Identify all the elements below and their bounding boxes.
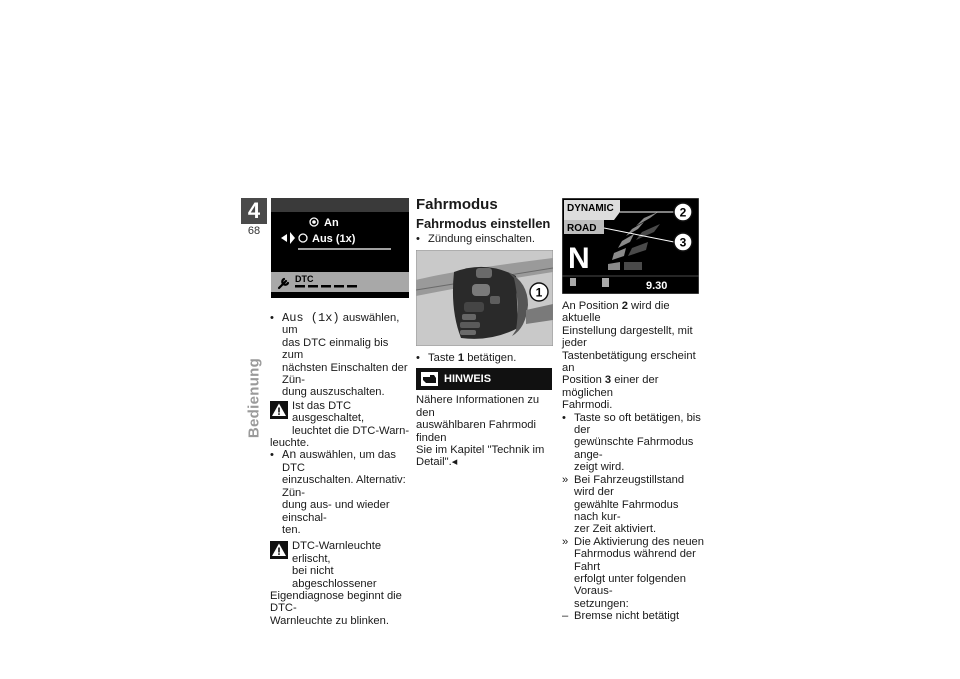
text-line: gewünschte Fahrmodus ange- [574,436,694,461]
column-3-text [562,300,704,623]
bullet-icon: • [270,449,274,462]
text-line: DTC-Warnleuchte erlischt, [292,540,382,565]
callout-1-label: 1 [535,285,543,300]
section-subtitle: Fahrmodus einstellen [416,216,551,231]
fuel-icon [602,278,609,287]
reference-number: 2 [621,300,628,312]
text-line: Detail". [416,456,452,469]
text-line: Die Aktivierung des neuen [574,535,704,548]
text-line: Zündung einschalten. [428,233,535,245]
callout-2-label: 2 [679,205,687,220]
text-line: leuchtet die DTC-Warn- [292,424,410,437]
end-mark-icon: ◂ [451,456,458,469]
text-line: wird die aktuelle [562,300,670,325]
dtc-menu-screen [271,198,409,298]
text-line: setzungen: [574,597,629,610]
warning-note [270,400,412,450]
text-line: das DTC einmalig bis zum [282,336,389,362]
text-line: erfolgt unter folgenden Voraus- [574,572,686,598]
result-item [562,474,704,536]
bullet-icon: • [270,312,274,324]
handlebar-switch-photo [416,250,553,346]
text-line: dung aus- und wieder einschal- [282,499,390,524]
warning-note [270,540,412,627]
text-line: Fahrmodus während der Fahrt [574,548,696,573]
chapter-number: 4 [241,198,267,224]
text-line: zeigt wird. [574,461,625,474]
column-2-text [416,352,556,469]
text-line: Sie im Kapitel "Technik im [416,444,545,457]
code-text: Aus (1x) [282,311,340,325]
result-arrow-icon: » [562,473,569,486]
mode-current-label: DYNAMIC [567,203,614,214]
gear-indicator: N [568,242,590,275]
info-hand-icon [421,372,438,386]
text-line: auswählbaren Fahrmodi finden [416,419,537,444]
text-line: auswählen, um [282,312,400,337]
bullet-icon: • [416,352,420,364]
warning-triangle-icon [270,541,288,559]
text-line: dung auszuschalten. [282,386,385,399]
mode-next-label: ROAD [567,223,597,234]
text-line: Warnleuchte zu blinken. [270,614,389,627]
text-line: einer der möglichen [562,374,659,399]
text-line: gewählte Fahrmodus nach kur- [574,498,679,523]
code-text: An [282,448,297,463]
condition-item [562,610,704,622]
column-2-header [416,196,556,245]
dtc-footer-label: DTC [295,274,314,284]
text-line: Ist das DTC ausgeschaltet, [292,399,365,425]
list-item [416,352,556,364]
list-item [270,312,412,399]
section-label [241,338,267,458]
section-label-text: Bedienung [245,357,263,439]
dtc-bar-segments [295,285,357,288]
list-item [562,412,704,474]
result-item [562,536,704,610]
reference-number: 1 [457,352,465,364]
text-line: An Position [562,300,622,312]
hinweis-title: HINWEIS [444,373,492,386]
bullet-icon: • [562,411,566,424]
warning-triangle-icon [270,401,288,419]
text-line: Position [562,374,605,387]
page-number: 68 [247,225,261,237]
column-1-text [270,312,412,627]
menu-item-on: An [324,217,339,229]
text-line: ten. [282,523,301,536]
text-line: zer Zeit aktiviert. [574,523,657,536]
text-line: Eigendiagnose beginnt die DTC- [270,589,402,615]
section-title: Fahrmodus [416,196,498,213]
text-line: Bremse nicht betätigt [574,610,680,623]
text-line: Fahrmodi. [562,399,613,412]
text-line: Taste [428,352,458,364]
text-line: leuchte. [270,437,310,450]
display-value: 9.30 [646,280,668,292]
dash-icon: – [562,610,569,623]
hinweis-banner [416,368,552,390]
menu-item-off: Aus (1x) [312,233,356,245]
thermometer-icon [570,278,576,286]
bullet-icon: • [416,233,420,245]
text-line: Nähere Informationen zu den [416,394,540,419]
text-line: bei nicht abgeschlossener [292,565,377,590]
tft-display-screen [562,198,699,294]
text-line: Taste so oft betätigen, bis der [574,411,701,437]
text-line: auswählen, um das DTC [282,449,396,474]
text-line: betätigen. [464,352,517,364]
callout-3-label: 3 [679,235,687,250]
text-line: einzuschalten. Alternativ: Zün- [282,474,406,499]
reference-number: 3 [604,374,612,387]
list-item [270,449,412,536]
text-line: Bei Fahrzeugstillstand wird der [574,473,685,499]
text-line: Einstellung dargestellt, mit jeder [562,324,693,350]
list-item [416,233,556,245]
text-line: Tastenbetätigung erscheint an [562,349,696,375]
result-arrow-icon: » [562,535,569,548]
text-line: nächsten Einschalten der Zün- [282,361,408,387]
